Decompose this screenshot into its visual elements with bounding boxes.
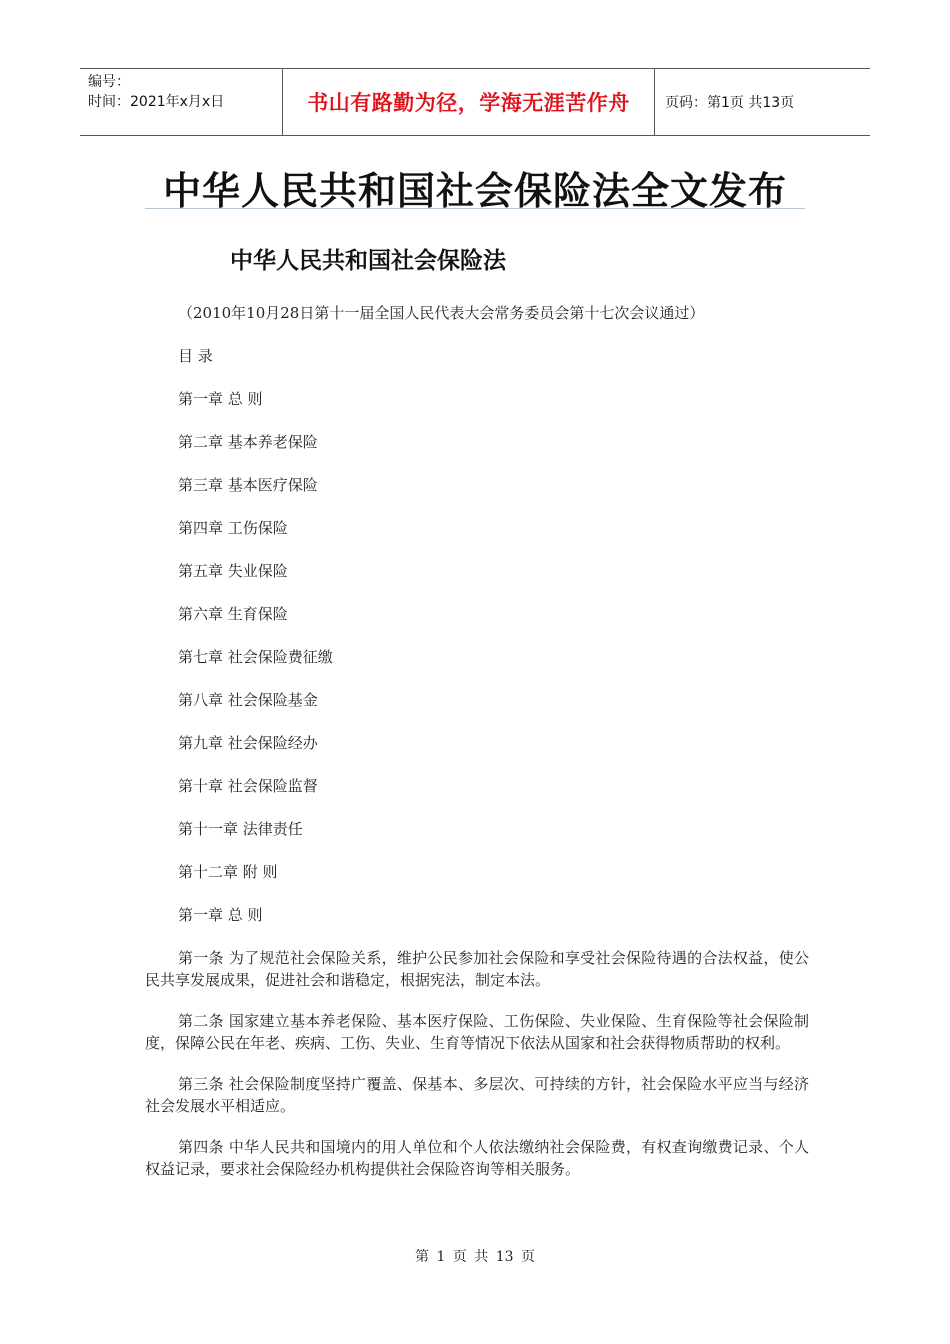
toc-item: 第九章 社会保险经办 xyxy=(178,734,318,752)
toc-item: 第十章 社会保险监督 xyxy=(178,777,318,795)
page-title: 中华人民共和国社会保险法全文发布 xyxy=(162,169,787,213)
toc-item: 第七章 社会保险费征缴 xyxy=(178,648,333,666)
page-code: 页码：第1页 共13页 xyxy=(665,95,795,111)
toc-item: 第三章 基本医疗保险 xyxy=(178,476,318,494)
toc-item: 第四章 工伤保险 xyxy=(178,519,288,537)
toc-item: 第六章 生育保险 xyxy=(178,605,288,623)
article-paragraph: 第二条 国家建立基本养老保险、基本医疗保险、工伤保险、失业保险、生育保险等社会保险制度，保障公民在年老、疾病、工伤、失业、生育等情况下依法从国家和社会获得物质帮助的权利。 xyxy=(145,1012,809,1052)
motto-cell xyxy=(282,69,655,135)
motto: 书山有路勤为径，学海无涯苦作舟 xyxy=(307,91,630,115)
toc-label: 目 录 xyxy=(178,347,213,365)
title-divider xyxy=(145,208,805,209)
toc-item: 第十一章 法律责任 xyxy=(178,820,303,838)
document-body xyxy=(145,302,809,1199)
toc-item: 第五章 失业保险 xyxy=(178,562,288,580)
article-paragraph: 第三条 社会保险制度坚持广覆盖、保基本、多层次、可持续的方针，社会保险水平应当与经济社会发展水平相适应。 xyxy=(145,1075,809,1115)
law-title: 中华人民共和国社会保险法 xyxy=(230,248,506,274)
number-label: 编号： xyxy=(88,74,130,90)
time-label: 时间：2021年x月x日 xyxy=(88,94,225,110)
toc-item: 第二章 基本养老保险 xyxy=(178,433,318,451)
toc-item: 第十二章 附 则 xyxy=(178,863,278,881)
chapter-heading: 第一章 总 则 xyxy=(178,906,263,924)
header-table xyxy=(80,68,870,136)
article-paragraph: 第四条 中华人民共和国境内的用人单位和个人依法缴纳社会保险费，有权查询缴费记录、个人权益记录，要求社会保险经办机构提供社会保险咨询等相关服务。 xyxy=(145,1138,809,1178)
page-footer: 第 1 页 共 13 页 xyxy=(415,1249,535,1265)
toc-item: 第一章 总 则 xyxy=(178,390,263,408)
header-info xyxy=(80,69,282,135)
passed-note: （2010年10月28日第十一届全国人民代表大会常务委员会第十七次会议通过） xyxy=(178,304,705,322)
toc-item: 第八章 社会保险基金 xyxy=(178,691,318,709)
article-paragraph: 第一条 为了规范社会保险关系，维护公民参加社会保险和享受社会保险待遇的合法权益，使公民共享发展成果，促进社会和谐稳定，根据宪法，制定本法。 xyxy=(145,949,809,989)
